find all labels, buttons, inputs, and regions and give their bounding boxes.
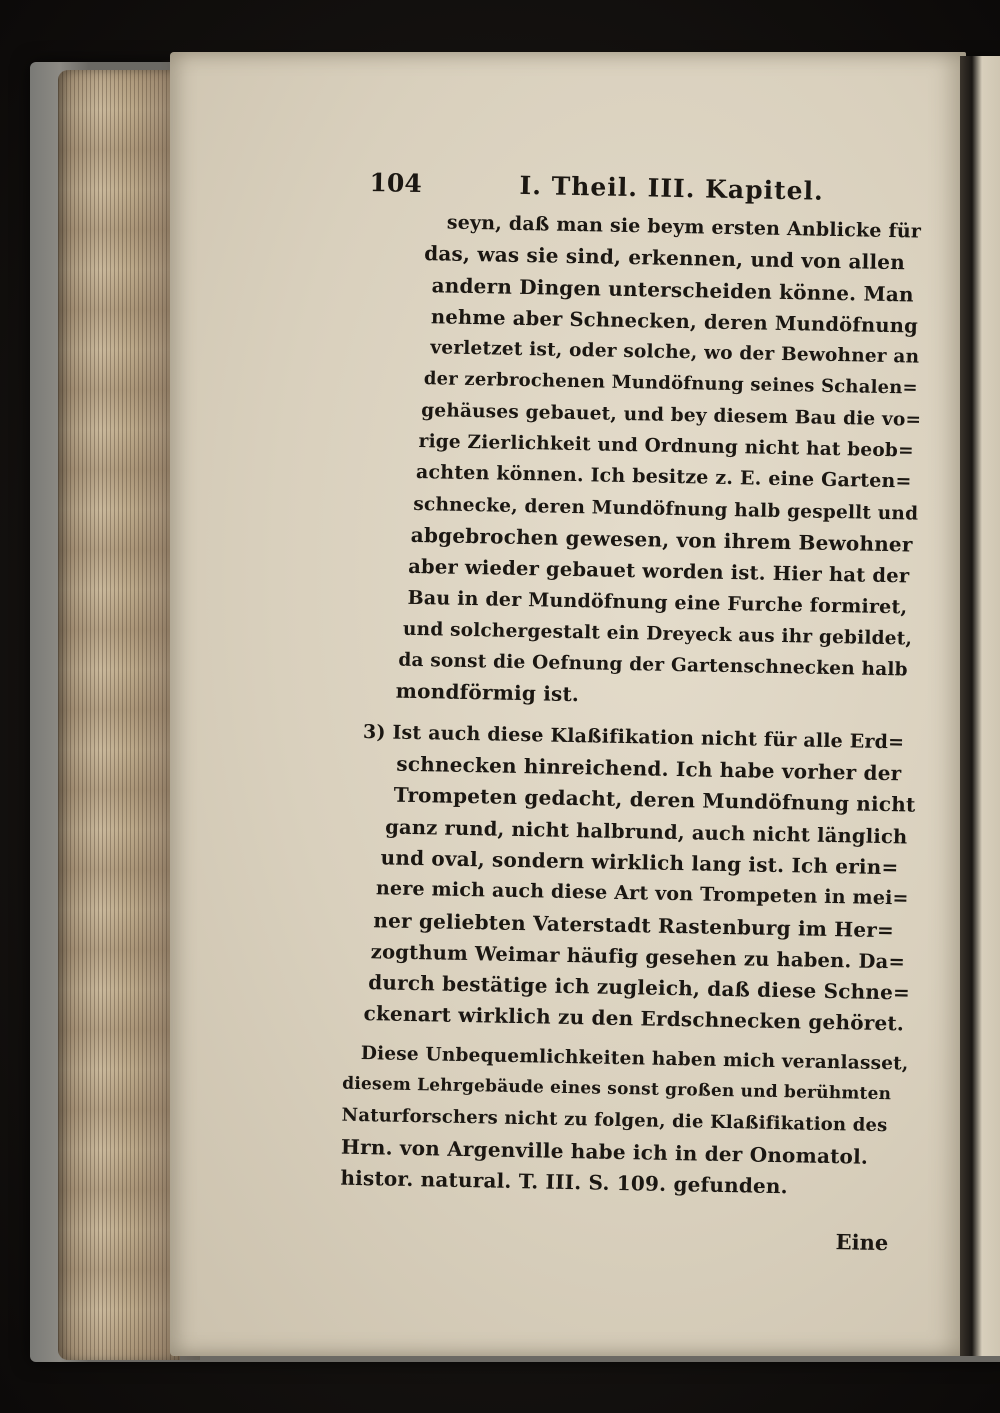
page-text [340,160,922,1256]
text-line: das, was sie sind, erkennen, und von allen [423,241,906,275]
text-line: schnecken hinreichend. Ich habe vorher der [396,751,902,786]
text-line: ganz rund, nicht halbrund, auch nicht länglich [384,815,908,849]
text-line: Naturforschers nicht zu folgen, die Klaßifikation des [341,1104,888,1137]
text-line: histor. natural. T. III. S. 109. gefunden. [340,1165,789,1199]
text-line: abgebrochen gewesen, von ihrem Bewohner [410,522,913,557]
text-line: seyn, daß man sie beym ersten Anblicke für [446,211,922,243]
text-line: 3) Ist auch diese Klaßifikation nicht für alle Erd= [362,720,905,754]
text-line: zogthum Weimar häufig gesehen zu haben. Da= [370,940,906,974]
text-line: Hrn. von Argenville habe ich in der Onomatol. [340,1134,869,1169]
text-line: diesem Lehrgebäude eines sonst großen und berühmten [342,1073,892,1105]
text-line: mondförmig ist. [395,679,580,707]
catchword: Eine [835,1229,889,1256]
gutter-next-page [960,56,1000,1356]
text-line: verletzet ist, oder solche, wo der Bewohner an [430,337,920,368]
text-line: Trompeten gedacht, deren Mundöfnung nicht [393,782,916,817]
text-line: ner geliebten Vaterstadt Rastenburg im Her= [373,907,895,942]
text-line: der zerbrochenen Mundöfnung seines Schalen= [423,368,919,400]
text-line: schnecke, deren Mundöfnung halb gespellt und [413,493,919,525]
text-line: andern Dingen unterscheiden könne. Man [431,272,914,307]
text-line: nehme aber Schnecken, deren Mundöfnung [430,305,919,338]
text-line: da sonst die Oefnung der Gartenschnecken halb [398,649,908,681]
text-line: durch bestätige ich zugleich, daß diese Schne= [367,970,911,1005]
text-line: rige Zierlichkeit und Ordnung nicht hat beob= [418,431,914,462]
text-line: Diese Unbequemlichkeiten haben mich veranlasset, [360,1042,909,1075]
text-line: Bau in der Mundöfnung eine Furche formiret, [407,586,908,618]
text-line: ckenart wirklich zu den Erdschnecken gehöret. [363,1001,905,1036]
text-line: gehäuses gebauet, und bey diesem Bau die vo= [421,399,922,431]
running-head: I. Theil. III. Kapitel. [519,170,825,206]
text-line: und oval, sondern wirklich lang ist. Ich erin= [380,845,899,880]
text-line: achten können. Ich besitze z. E. eine Garten= [415,461,912,493]
text-line: und solchergestalt ein Dreyeck aus ihr gebildet, [402,618,913,650]
page-number: 104 [369,168,423,199]
text-line: aber wieder gebauet worden ist. Hier hat der [407,555,910,588]
text-line: nere mich auch diese Art von Trompeten in mei= [375,877,909,910]
body-text [340,206,922,1204]
